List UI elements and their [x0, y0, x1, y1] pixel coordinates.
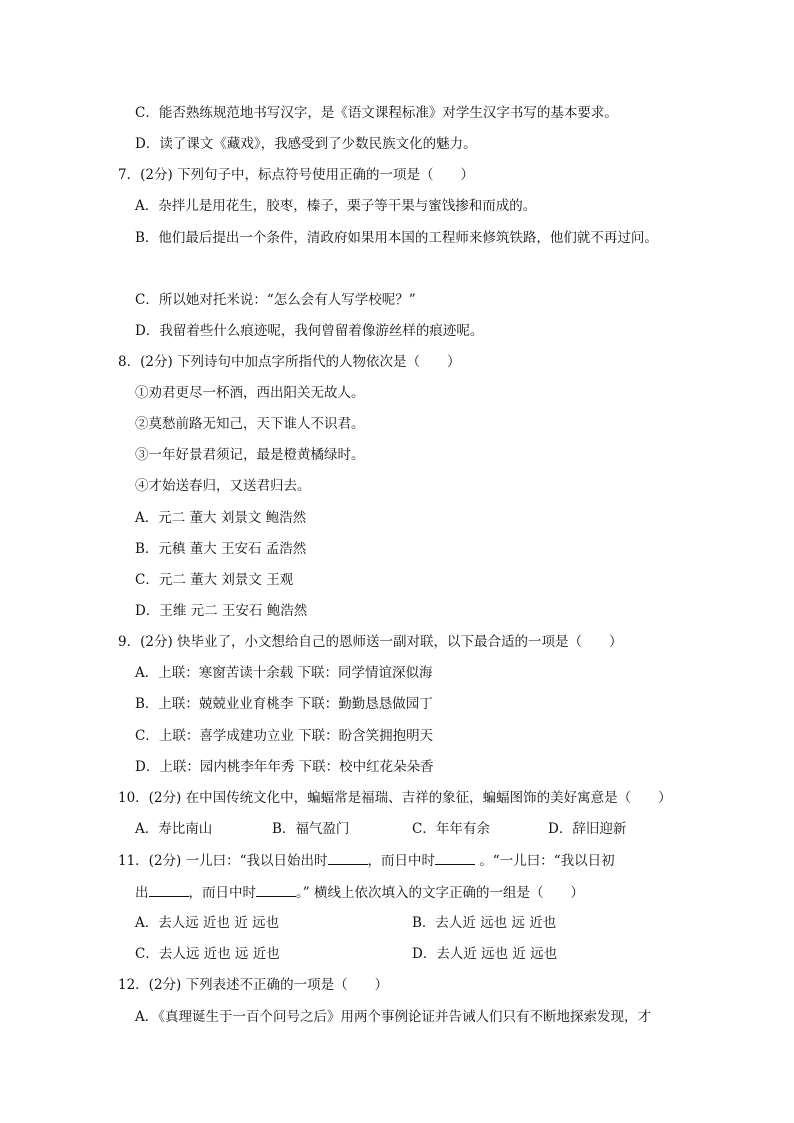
q11-option-c: C．去人远 近也 远 近也 — [135, 946, 280, 962]
q11-text-2: ，而日中时 — [367, 853, 435, 869]
q9-stem: 9．(2分) 快毕业了，小文想给自己的恩师送一副对联，以下最合适的一项是（ ） — [118, 634, 623, 650]
q11-text-6: 。” 横线上依次填入的文字正确的一组是（ ） — [296, 885, 584, 901]
q11-text-5: ，而日中时 — [188, 885, 256, 901]
q9-option-a: A．上联：寒窗苦读十余载 下联：同学情谊深似海 — [135, 665, 433, 681]
q9-option-c: C．上联：喜学成建功立业 下联：盼含笑拥抱明天 — [135, 728, 434, 744]
q8-poem-3: ③一年好景君须记，最是橙黄橘绿时。 — [135, 447, 365, 463]
q10-stem: 10．(2分) 在中国传统文化中，蝙蝠常是福瑞、吉祥的象征，蝙蝠图饰的美好寓意是（ ） — [118, 790, 672, 806]
q10-option-a: A．寿比南山 — [135, 821, 213, 837]
q11-option-a: A．去人远 近也 近 远也 — [135, 915, 280, 931]
q12-stem: 12．(2分) 下列表述不正确的一项是（ ） — [118, 977, 389, 993]
q6-option-d: D．读了课文《藏戏》，我感受到了少数民族文化的魅力。 — [135, 136, 477, 152]
q11-text-3: 。“一儿曰：“我以日初 — [475, 853, 615, 869]
q11-text-4: 出 — [135, 885, 149, 901]
q10-option-c: C．年年有余 — [412, 821, 490, 837]
q12-option-a: A．《真理诞生于一百个问号之后》用两个事例论证并告诫人们只有不断地探索发现，才 — [135, 1009, 651, 1025]
q11-option-b: B．去人近 远也 远 近也 — [412, 915, 557, 931]
q9-option-d: D．上联：园内桃李年年秀 下联：校中红花朵朵香 — [135, 759, 434, 775]
q7-option-c: C．所以她对托米说：“怎么会有人写学校呢？” — [135, 292, 416, 308]
q7-option-a: A．杂拌儿是用花生，胶枣，榛子，栗子等干果与蜜饯掺和而成的。 — [135, 198, 537, 214]
q10-option-d: D．辞旧迎新 — [548, 821, 627, 837]
q11-stem-line2 — [135, 882, 584, 903]
fill-blank-3[interactable] — [149, 882, 189, 897]
q8-poem-2: ②莫愁前路无知己，天下谁人不识君。 — [135, 416, 365, 432]
fill-blank-1[interactable] — [328, 850, 368, 865]
q11-option-d: D．去人近 远也 近 远也 — [412, 946, 558, 962]
q7-option-d: D．我留着些什么痕迹呢，我何曾留着像游丝样的痕迹呢。 — [135, 323, 484, 339]
q7-stem: 7．(2分) 下列句子中，标点符号使用正确的一项是（ ） — [118, 167, 475, 183]
fill-blank-4[interactable] — [256, 882, 296, 897]
q8-option-a: A．元二 董大 刘景文 鲍浩然 — [135, 510, 307, 526]
q11-stem-line1 — [118, 850, 615, 871]
q8-poem-1: ①劝君更尽一杯酒，西出阳关无故人。 — [135, 385, 365, 401]
q8-option-b: B．元稹 董大 王安石 孟浩然 — [135, 541, 307, 557]
q9-option-b: B．上联：兢兢业业育桃李 下联：勤勤恳恳做园丁 — [135, 696, 433, 712]
q10-option-b: B．福气盈门 — [272, 821, 350, 837]
fill-blank-2[interactable] — [435, 850, 475, 865]
q11-text-1: 11．(2分) 一儿曰：“我以日始出时 — [118, 853, 328, 869]
q8-option-d: D．王维 元二 王安石 鲍浩然 — [135, 603, 308, 619]
q7-option-b: B．他们最后提出一个条件，清政府如果用本国的工程师来修筑铁路，他们就不再过问。 — [135, 230, 658, 246]
q6-option-c: C．能否熟练规范地书写汉字，是《语文课程标准》对学生汉字书写的基本要求。 — [135, 105, 618, 121]
q8-option-c: C．元二 董大 刘景文 王观 — [135, 572, 294, 588]
q8-poem-4: ④才始送春归，又送君归去。 — [135, 478, 311, 494]
q8-stem: 8．(2分) 下列诗句中加点字所指代的人物依次是（ ） — [118, 354, 461, 370]
